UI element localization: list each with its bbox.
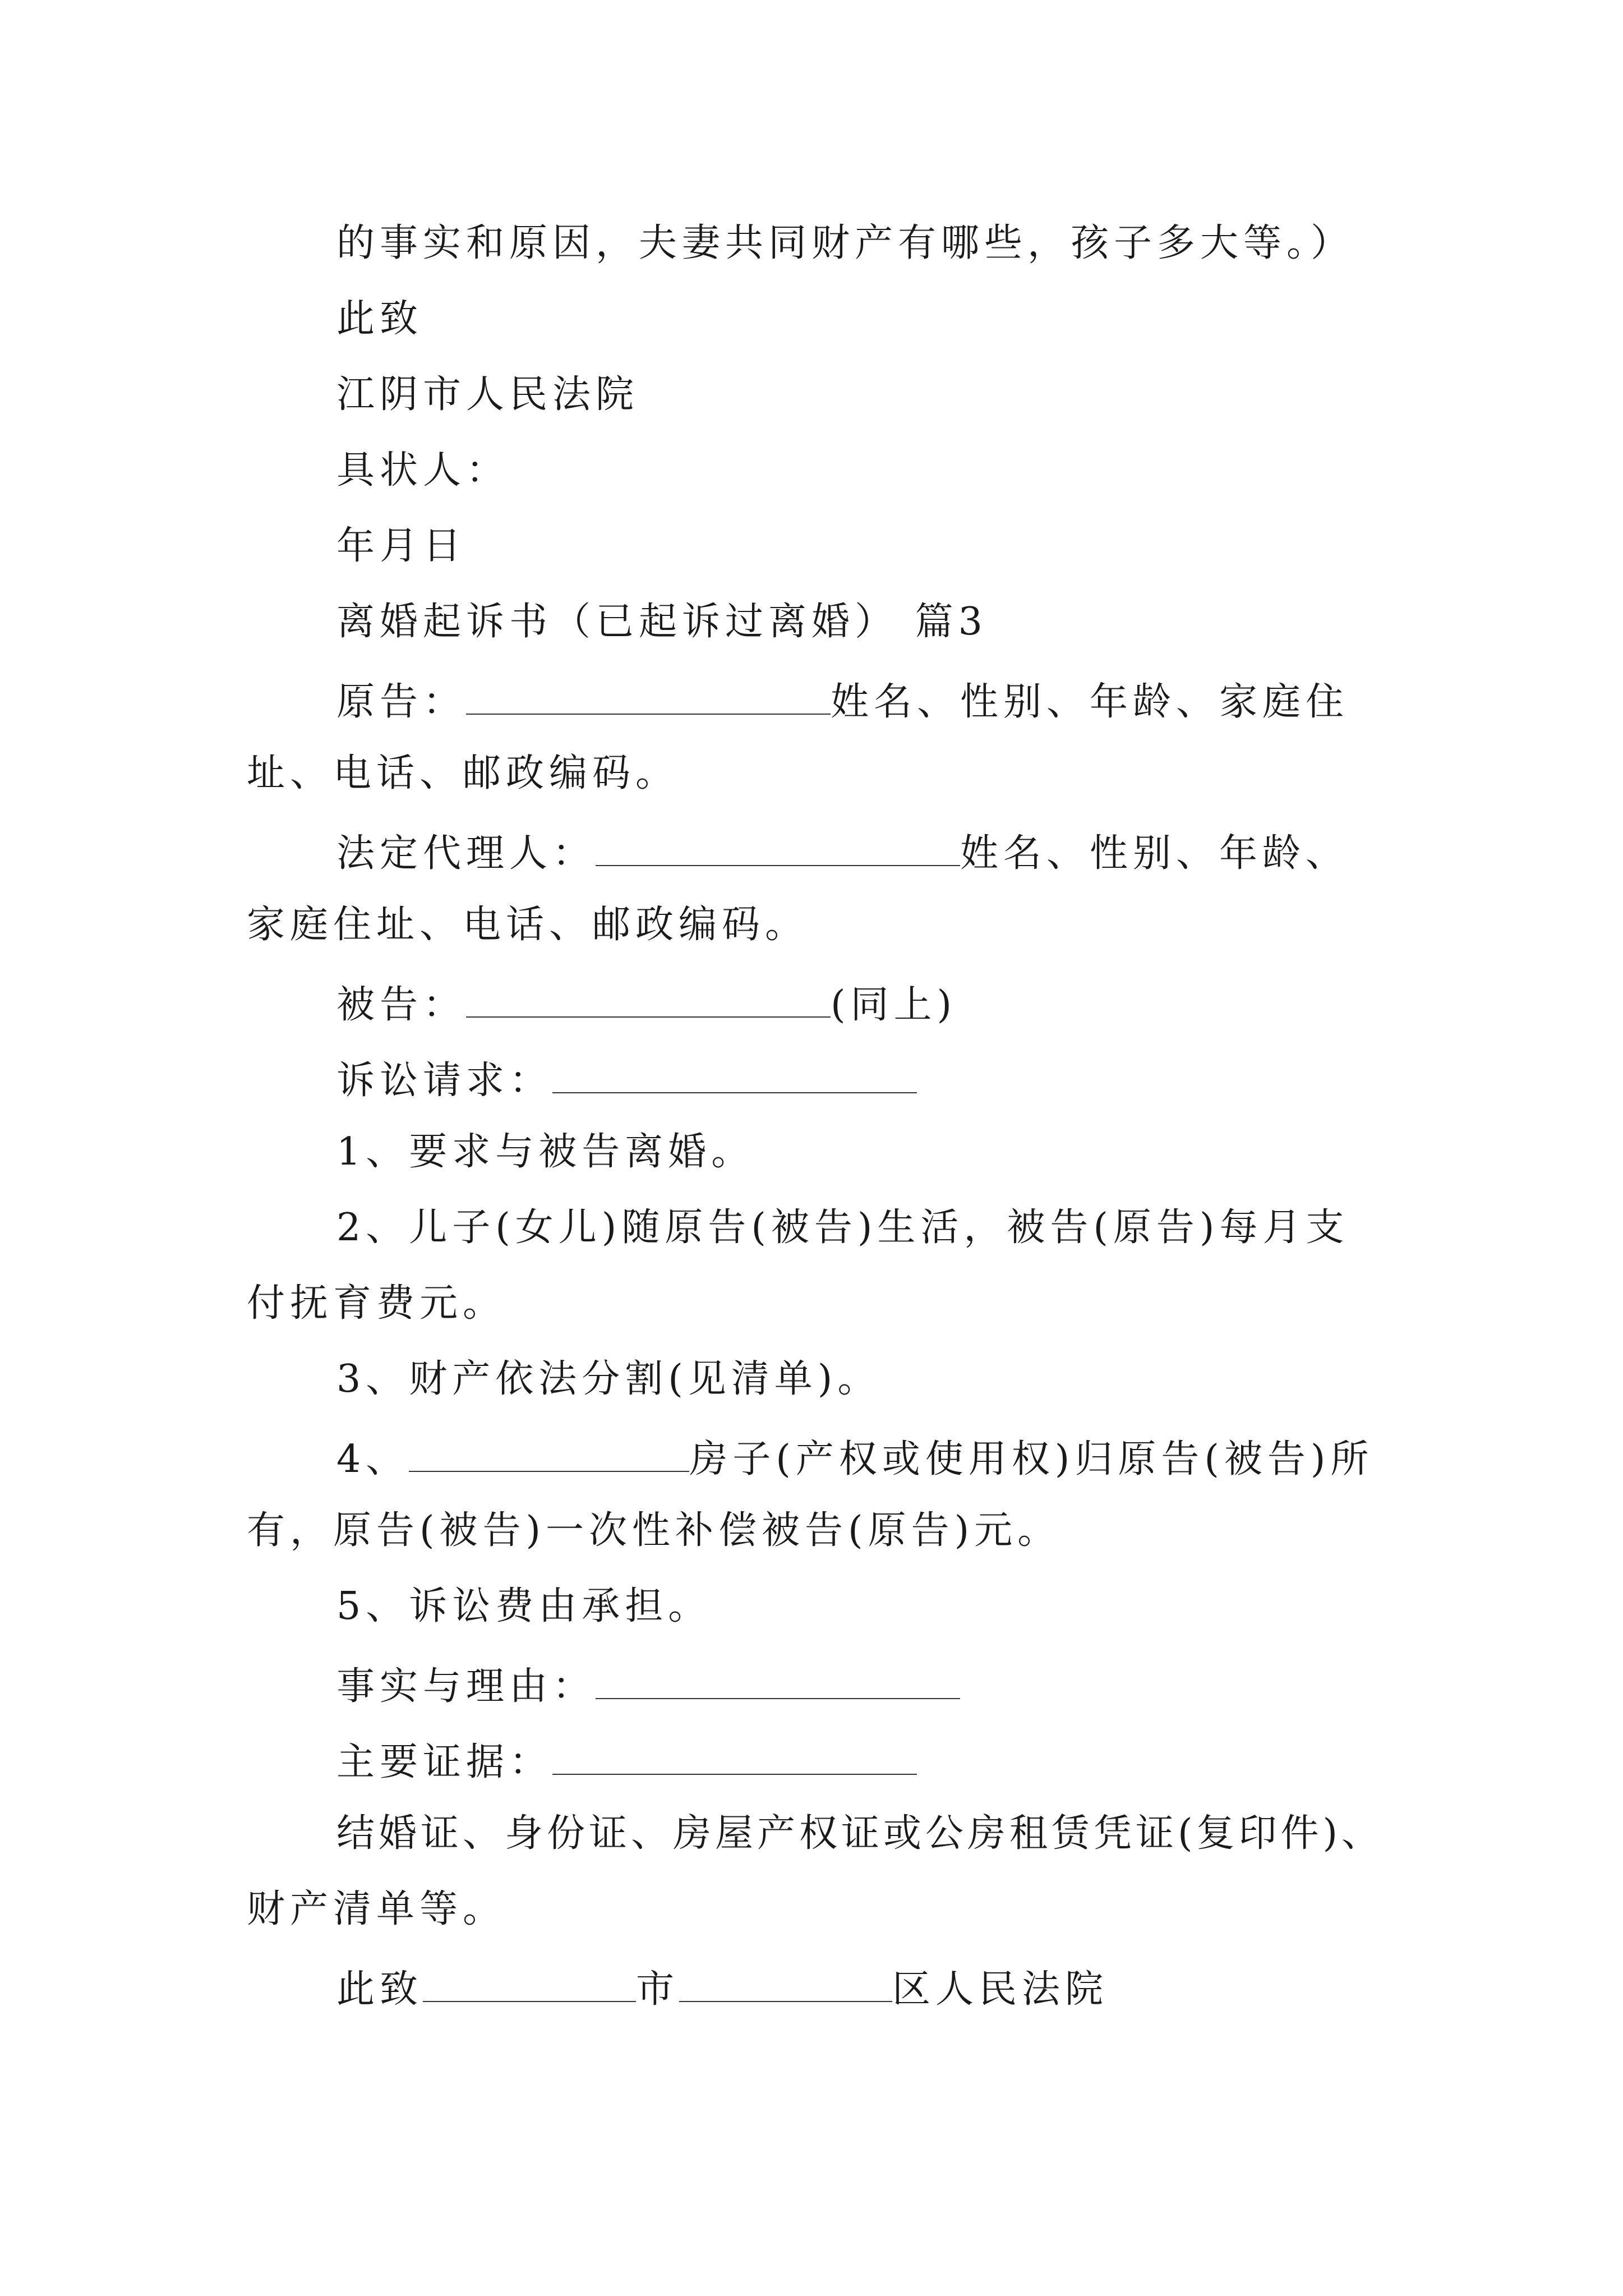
agent-label: 法定代理人：: [336, 831, 596, 876]
plaintiff-label: 原告：: [336, 680, 467, 724]
facts-blank: [596, 1663, 960, 1699]
defendant-label: 被告：: [336, 983, 467, 1027]
claims-line: [336, 1057, 917, 1103]
city-blank: [423, 1966, 636, 2002]
defendant-desc: (同上): [831, 983, 957, 1027]
evidence-list: 结婚证、身份证、房屋产权证或公房租赁凭证(复印件)、: [336, 1811, 1384, 1856]
plaintiff-blank: [466, 679, 831, 715]
evidence-label: 主要证据：: [336, 1740, 553, 1784]
claim4-desc: 房子(产权或使用权)归原告(被告)所: [689, 1437, 1374, 1481]
claim-item-1: 1、要求与被告离婚。: [336, 1130, 755, 1174]
facts-line: [336, 1663, 960, 1709]
closing-city-label: 市: [636, 1967, 680, 2012]
claim-item-3: 3、财产依法分割(见清单)。: [336, 1357, 881, 1401]
district-blank: [679, 1966, 892, 2002]
claim-item-4-cont: 有，原告(被告)一次性补偿被告(原告)元。: [247, 1508, 1061, 1553]
closing-court-label: 区人民法院: [892, 1967, 1109, 2012]
facts-label: 事实与理由：: [336, 1664, 596, 1709]
plaintiff-cont: 址、电话、邮政编码。: [247, 751, 679, 795]
court-name: 江阴市人民法院: [336, 372, 639, 417]
evidence-list-cont: 财产清单等。: [247, 1887, 506, 1931]
closing-salutation: 此致: [336, 297, 423, 341]
defendant-line: [336, 982, 957, 1027]
agent-line: [336, 830, 1349, 876]
claim-item-2: 2、儿子(女儿)随原告(被告)生活，被告(原告)每月支: [336, 1205, 1349, 1250]
claim4-blank: [409, 1436, 689, 1472]
evidence-line: [336, 1739, 917, 1782]
closing-court-line: [336, 1966, 1109, 2012]
plaintiff-desc: 姓名、性别、年龄、家庭住: [831, 680, 1349, 724]
plaintiff-line: [336, 679, 1349, 724]
defendant-blank: [466, 982, 831, 1018]
claim-item-2-cont: 付抚育费元。: [247, 1281, 506, 1326]
agent-blank: [596, 830, 960, 866]
claims-label: 诉讼请求：: [336, 1059, 553, 1103]
closing-salutation-2: 此致: [336, 1967, 423, 2012]
claim-item-5: 5、诉讼费由承担。: [336, 1584, 712, 1628]
claim-item-4: [336, 1436, 1373, 1479]
claim4-label: 4、: [336, 1437, 409, 1481]
agent-cont: 家庭住址、电话、邮政编码。: [247, 903, 809, 947]
agent-desc: 姓名、性别、年龄、: [960, 831, 1349, 876]
evidence-blank: [552, 1739, 917, 1775]
signer-label: 具状人：: [336, 448, 510, 493]
date-label: 年月日: [336, 524, 467, 568]
claims-blank: [552, 1057, 917, 1093]
text-line: 的事实和原因，夫妻共同财产有哪些，孩子多大等。）: [336, 221, 1354, 265]
section-title: 离婚起诉书（已起诉过离婚） 篇3: [336, 600, 988, 644]
